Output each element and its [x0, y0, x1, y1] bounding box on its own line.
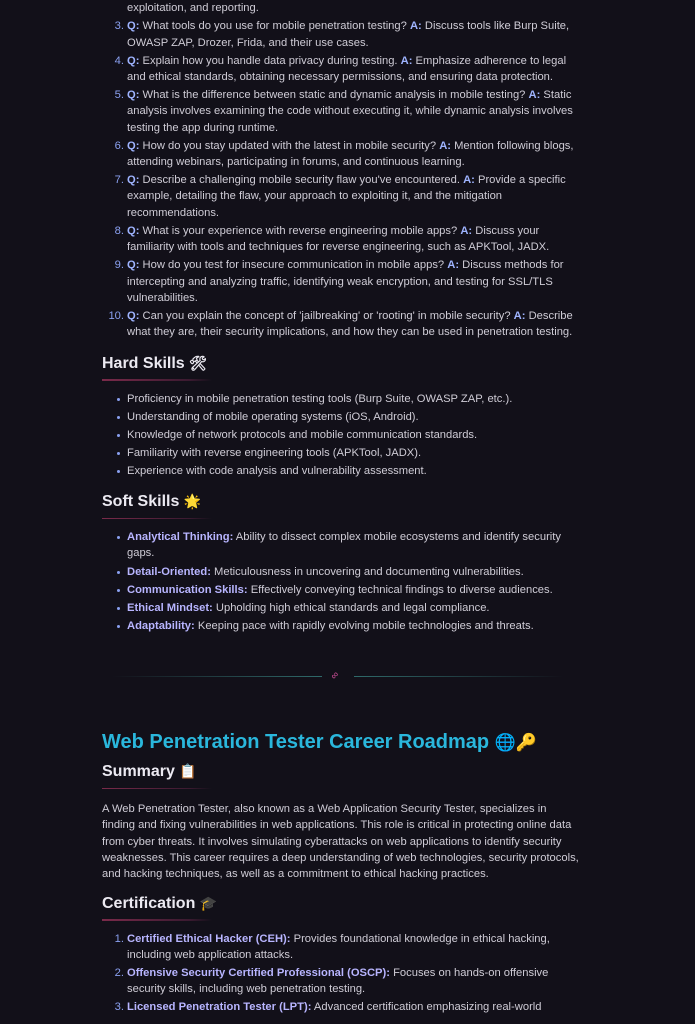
- soft-skills-heading: Soft Skills 🌟: [102, 491, 582, 519]
- clipboard-icon: 📋: [179, 764, 197, 781]
- qa-item: 9. Q: How do you test for insecure communication in mobile apps? A: Discuss methods for intercepting and analyzing traffic, identifying weak encryption, and testing for SSL/TLS vulnerabilities.: [114, 259, 564, 304]
- summary-paragraph: A Web Penetration Tester, also known as a Web Application Security Tester, specializes in finding and fixing vulnerabilities in web applications. This role is critical in protecting online data from cyber threats. It involves simulating cyberattacks on web applications to identify security weaknesses. This career requires a deep understanding of web technologies, security protocols, and hacking techniques, as well as a commitment to ethical hacking practices.: [102, 803, 579, 881]
- divider-line-left: [112, 676, 322, 677]
- globe-key-icon: 🌐🔑: [494, 733, 538, 754]
- list-item: Ethical Mindset: Upholding high ethical standards and legal compliance.: [102, 600, 582, 616]
- list-item: Knowledge of network protocols and mobile communication standards.: [102, 427, 582, 443]
- list-item: Proficiency in mobile penetration testing tools (Burp Suite, OWASP ZAP, etc.).: [102, 391, 582, 407]
- list-item: Adaptability: Keeping pace with rapidly evolving mobile technologies and threats.: [102, 618, 582, 634]
- certification-list: [102, 931, 582, 1016]
- qa-item: 4. Q: Explain how you handle data privacy during testing. A: Emphasize adherence to legal and ethical standards, obtaining necessary permissions, and ensuring data protection.: [114, 54, 567, 83]
- cert-item: 1. Certified Ethical Hacker (CEH): Provides foundational knowledge in ethical hacking, including web application attacks.: [114, 932, 550, 961]
- divider-line-right: [354, 676, 564, 677]
- page-title: Web Penetration Tester Career Roadmap 🌐🔑: [102, 731, 538, 754]
- cert-item: 2. Offensive Security Certified Professional (OSCP): Focuses on hands-on offensive security skills, including web penetration testing.: [114, 967, 549, 996]
- list-item: Familiarity with reverse engineering tools (APKTool, JADX).: [102, 445, 582, 461]
- qa-item: 7. Q: Describe a challenging mobile security flaw you've encountered. A: Provide a specific example, detailing the flaw, your approach to exploiting it, and the mitigation recommendations.: [114, 174, 566, 219]
- qa-item: 3. Q: What tools do you use for mobile penetration testing? A: Discuss tools like Burp Suite, OWASP ZAP, Drozer, Frida, and their use cases.: [114, 20, 570, 49]
- list-item: Detail-Oriented: Meticulousness in uncovering and documenting vulnerabilities.: [102, 564, 582, 580]
- tools-icon: 🛠: [189, 355, 207, 372]
- list-item: Experience with code analysis and vulnerability assessment.: [102, 463, 582, 479]
- heading-underline: [102, 788, 212, 790]
- heading-underline: [102, 518, 212, 520]
- qa-prev-tail: exploitation, and reporting.: [127, 2, 259, 14]
- section-divider: [100, 666, 584, 686]
- qa-item: 8. Q: What is your experience with reverse engineering mobile apps? A: Discuss your familiarity with tools and techniques for reverse engineering, such as APKTool, JADX.: [114, 224, 550, 254]
- list-item: Analytical Thinking: Ability to dissect complex mobile ecosystems and identify security gaps.: [102, 529, 582, 562]
- star-icon: 🌟: [183, 494, 202, 511]
- cert-item: 3. Licensed Penetration Tester (LPT): Advanced certification emphasizing real-world: [114, 1001, 542, 1014]
- hard-skills-heading: Hard Skills 🛠: [102, 353, 582, 381]
- list-item: Communication Skills: Effectively conveying technical findings to diverse audiences.: [102, 582, 582, 598]
- qa-item: 10. Q: Can you explain the concept of 'jailbreaking' or 'rooting' in mobile security? A: Describe what they are, their security implications, and how they can be used in penetration testing.: [108, 309, 573, 339]
- link-icon: ∞: [328, 669, 342, 683]
- interview-questions-list: [102, 18, 582, 340]
- summary-heading: Summary 📋: [102, 761, 582, 789]
- soft-skills-list: [102, 529, 582, 634]
- qa-item: 5. Q: What is the difference between static and dynamic analysis in mobile testing? A: Static analysis involves examining the code without executing it, while dynamic analysis involves testing the app during runtime.: [114, 89, 573, 134]
- hard-skills-list: [102, 391, 582, 480]
- graduation-cap-icon: 🎓: [199, 895, 218, 912]
- list-item: Understanding of mobile operating systems (iOS, Android).: [102, 409, 582, 425]
- heading-underline: [102, 379, 212, 381]
- qa-item: 6. Q: How do you stay updated with the latest in mobile security? A: Mention following blogs, attending webinars, participating in forums, and continuous learning.: [114, 139, 574, 169]
- heading-underline: [102, 919, 212, 921]
- certification-heading: Certification 🎓: [102, 893, 582, 921]
